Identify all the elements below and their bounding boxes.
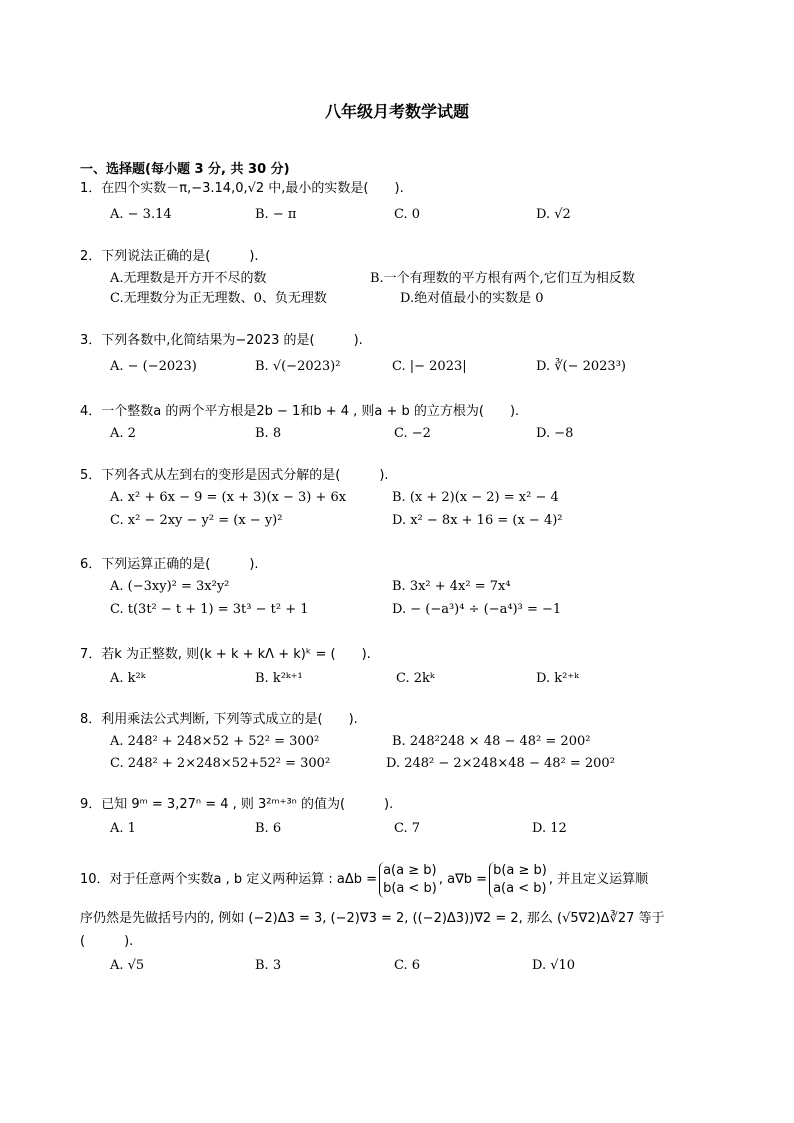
q8-option-a: A. 248² + 248×52 + 52² = 300² [110,734,320,749]
q4-option-b: B. 8 [255,426,282,441]
q10-case-2b: a(a < b) [493,881,547,896]
section-heading: 一、选择题(每小题 3 分, 共 30 分) [80,162,290,177]
q9-option-a: A. 1 [110,821,136,836]
q3-option-c: C. |− 2023| [392,359,467,374]
q10-line-2: 序仍然是先做括号内的, 例如 (−2)Δ3 = 3, (−2)∇3 = 2, ((−2)Δ3))∇2 = 2, 那么 (√5∇2)Δ∛27 等于 [80,911,665,926]
q10-case-2a: b(a ≥ b) [493,863,547,878]
q9-option-c: C. 7 [394,821,421,836]
q10-stem-start: 10．对于任意两个实数a , b 定义两种运算 : aΔb = [80,872,378,887]
question-6-stem: 6．下列运算正确的是( ). [80,557,259,572]
question-3-stem: 3．下列各数中,化简结果为−2023 的是( ). [80,333,363,348]
page-title: 八年级月考数学试题 [324,102,469,121]
q4-option-d: D. −8 [536,426,574,441]
q10-line-3: ( ). [80,934,134,949]
q7-option-c: C. 2kᵏ [396,671,435,686]
q9-option-b: B. 6 [255,821,282,836]
q5-option-d: D. x² − 8x + 16 = (x − 4)² [392,513,563,528]
question-8-stem: 8．利用乘法公式判断, 下列等式成立的是( ). [80,712,358,727]
q2-option-d: D.绝对值最小的实数是 0 [400,291,544,306]
q7-option-b: B. k²ᵏ⁺¹ [255,671,303,686]
q10-case-1a: a(a ≥ b) [383,863,437,878]
q8-option-d: D. 248² − 2×248×48 − 48² = 200² [386,756,615,771]
question-10-stem [80,862,648,898]
q7-option-a: A. k²ᵏ [110,671,146,686]
q8-option-b: B. 248²248 × 48 − 48² = 200² [392,734,591,749]
q10-piecewise-delta [379,862,437,898]
q4-option-a: A. 2 [110,426,136,441]
q6-option-c: C. t(3t² − t + 1) = 3t³ − t² + 1 [110,602,309,617]
q10-case-1b: b(a < b) [383,881,437,896]
q3-option-b: B. √(−2023)² [255,359,341,374]
q6-option-b: B. 3x² + 4x² = 7x⁴ [392,579,511,594]
q2-option-c: C.无理数分为正无理数、0、负无理数 [110,291,327,306]
q5-option-b: B. (x + 2)(x − 2) = x² − 4 [392,490,559,505]
q1-option-d: D. √2 [536,207,571,222]
q3-option-a: A. − (−2023) [110,359,197,374]
q1-option-a: A. − 3.14 [110,207,172,222]
question-4-stem: 4．一个整数a 的两个平方根是2b − 1和b + 4 , 则a + b 的立方根为( ). [80,404,520,419]
question-5-stem: 5．下列各式从左到右的变形是因式分解的是( ). [80,468,389,483]
q1-option-c: C. 0 [394,207,421,222]
q4-option-c: C. −2 [394,426,431,441]
q5-option-a: A. x² + 6x − 9 = (x + 3)(x − 3) + 6x [110,490,347,505]
q10-piecewise-nabla [489,862,547,898]
q10-option-d: D. √10 [532,958,576,973]
q10-option-a: A. √5 [110,958,145,973]
q10-option-b: B. 3 [255,958,282,973]
q10-option-c: C. 6 [394,958,421,973]
q6-option-a: A. (−3xy)² = 3x²y² [110,579,230,594]
q10-stem-mid: , a∇b = [438,872,488,887]
question-9-stem: 9．已知 9ᵐ = 3,27ⁿ = 4 , 则 3²ᵐ⁺³ⁿ 的值为( ). [80,797,394,812]
q7-option-d: D. k²⁺ᵏ [536,671,579,686]
q2-option-a: A.无理数是开方开不尽的数 [110,271,267,286]
question-1-stem: 1．在四个实数－π,−3.14,0,√2 中,最小的实数是( ). [80,181,404,196]
q10-stem-end: , 并且定义运算顺 [548,872,649,887]
q1-option-b: B. − π [255,207,297,222]
q6-option-d: D. − (−a³)⁴ ÷ (−a⁴)³ = −1 [392,602,562,617]
q5-option-c: C. x² − 2xy − y² = (x − y)² [110,513,283,528]
q8-option-c: C. 248² + 2×248×52+52² = 300² [110,756,331,771]
question-7-stem: 7．若k 为正整数, 则(k + k + kΛ + k)ᵏ = ( ). [80,647,371,662]
question-2-stem: 2．下列说法正确的是( ). [80,249,259,264]
q2-option-b: B.一个有理数的平方根有两个,它们互为相反数 [370,271,635,286]
q9-option-d: D. 12 [532,821,567,836]
q3-option-d: D. ∛(− 2023³) [536,359,626,374]
